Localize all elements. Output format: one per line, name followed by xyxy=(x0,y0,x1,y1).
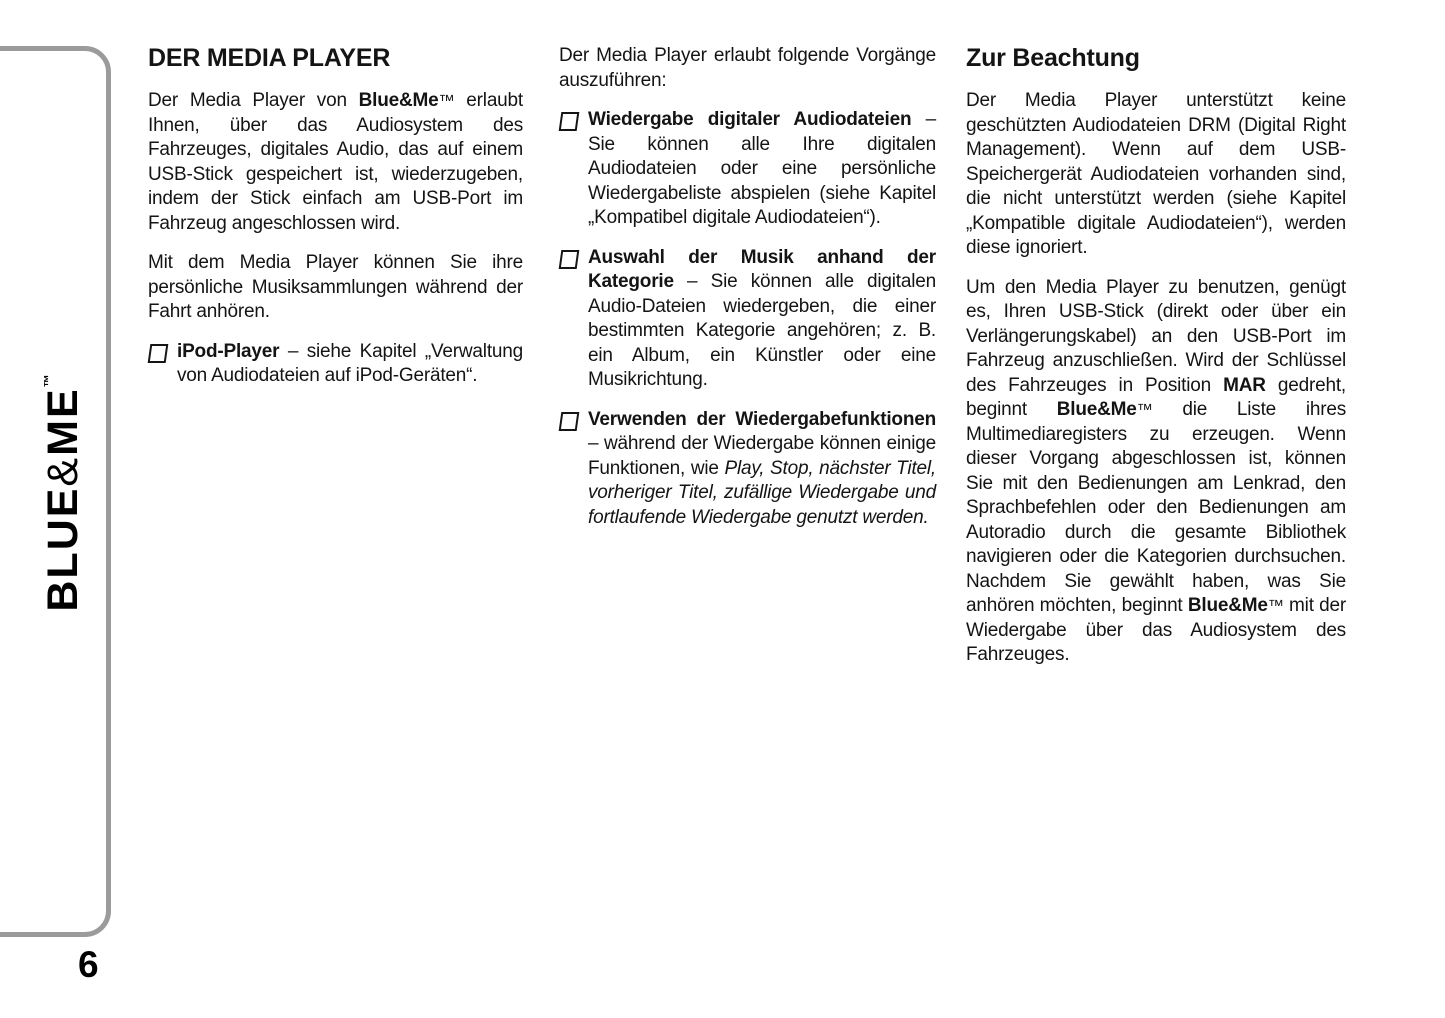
page-number: 6 xyxy=(78,944,99,985)
bullet-text: iPod-Player – siehe Kapitel „Verwaltung von Audiodateien auf iPod-Geräten“. xyxy=(177,340,523,386)
bullet-text: Verwenden der Wiedergabefunktionen – während der Wiedergabe können einige Funktionen, wie Play, Stop, nächster Titel, vorheriger Titel, zufällige Wiedergabe und fortlaufende Wiedergabe genutzt werden. xyxy=(588,408,936,528)
trademark-symbol: ™ xyxy=(41,374,56,388)
section-heading-media-player: DER MEDIA PLAYER xyxy=(148,44,391,72)
paragraph: Um den Media Player zu benutzen, genügt es, Ihren USB-Stick (direkt oder über ein Verlängerungskabel) an den USB-Port im Fahrzeug anzuschließen. Wird der Schlüssel des Fahrzeuges in Position MAR gedreht, beginnt Blue&Me™ die Liste ihres Multimediaregisters zu erzeugen. Wenn dieser Vorgang abgeschlossen ist, können Sie mit den Bedienungen am Lenkrad, den Sprachbefehlen oder den Bedienungen am Autoradio durch die gesamte Bibliothek navigieren oder die Kategorien durchsuchen. Nachdem Sie gewählt haben, was Sie anhören möchten, beginnt Blue&Me™ mit der Wiedergabe über das Audiosystem des Fahrzeuges. xyxy=(966,276,1347,665)
paragraph: Der Media Player unterstützt keine geschützten Audiodateien DRM (Digital Right Management). Wenn auf dem USB-Speichergerät Audiodateien vorhanden sind, die nicht unterstützt werden (siehe Kapitel „Kompatible digitale Audiodateien“), werden diese ignoriert. xyxy=(966,90,1346,258)
paragraph: Der Media Player erlaubt folgende Vorgänge auszuführen: xyxy=(559,45,936,91)
blueme-logo-text: BLUE&ME™ xyxy=(39,374,87,612)
checkbox-bullet-icon xyxy=(148,344,169,363)
blueme-logo xyxy=(39,369,85,617)
bullet-text: Auswahl der Musik anhand der Kategorie – Sie können alle digitalen Audio-Dateien wiedergeben, die einer bestimmten Kategorie angehören; z. B. ein Album, ein Künstler oder eine Musikrichtung. xyxy=(588,246,936,390)
column-right xyxy=(966,44,1346,668)
column-left xyxy=(148,44,523,404)
bullet-item xyxy=(559,246,936,393)
paragraph: Mit dem Media Player können Sie ihre persönliche Musiksammlungen während der Fahrt anhören. xyxy=(148,252,523,322)
trademark-symbol: ™ xyxy=(1267,597,1284,615)
trademark-symbol: ™ xyxy=(438,92,455,110)
bullet-item xyxy=(559,108,936,231)
checkbox-bullet-icon xyxy=(559,112,580,131)
column-middle xyxy=(559,44,936,545)
bullet-item xyxy=(148,340,523,389)
checkbox-bullet-icon xyxy=(559,412,580,431)
trademark-symbol: ™ xyxy=(1136,401,1153,419)
section-heading-zur-beachtung: Zur Beachtung xyxy=(966,44,1140,72)
checkbox-bullet-icon xyxy=(559,250,580,269)
bullet-text: Wiedergabe digitaler Audiodateien – Sie können alle Ihre digitalen Audiodateien oder eine persönliche Wiedergabeliste abspielen (siehe Kapitel „Kompatibel digitale Audiodateien“). xyxy=(588,109,936,228)
blueme-logo-ampersand: & xyxy=(39,455,87,487)
paragraph: Der Media Player von Blue&Me™ erlaubt Ihnen, über das Audiosystem des Fahrzeuges, digitales Audio, das auf einem USB-Stick gespeichert ist, wiederzugeben, indem der Stick einfach am USB-Port im Fahrzeug angeschlossen wird. xyxy=(148,90,523,234)
italic-run: Play, Stop, nächster Titel, vorheriger Titel, zufällige Wiedergabe und fortlaufende Wiedergabe genutzt werden. xyxy=(588,457,936,528)
bullet-item xyxy=(559,408,936,531)
